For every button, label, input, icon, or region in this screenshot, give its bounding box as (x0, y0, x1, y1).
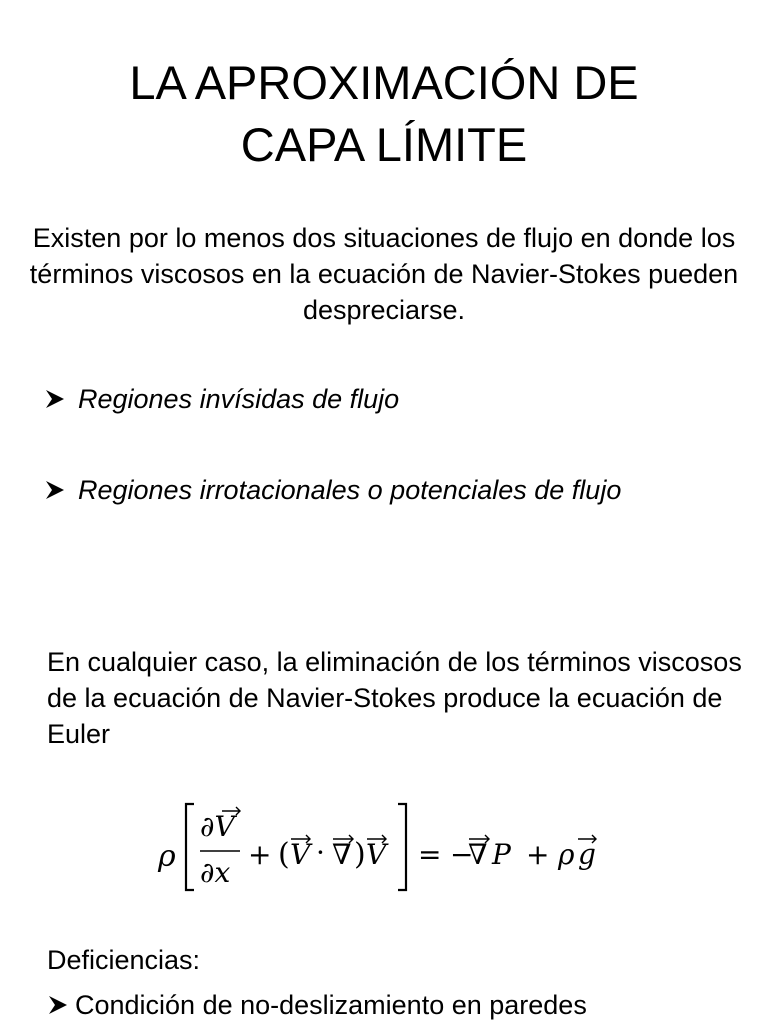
euler-paragraph: En cualquier caso, la eliminación de los términos viscosos de la ecuación de Navier-Stokes produce la ecuación de Euler (47, 647, 742, 749)
eq-denominator: ∂x (200, 856, 231, 889)
eq-rho-2: ρ (558, 838, 575, 871)
eq-minus: − (450, 838, 474, 871)
deficiencias-label: Deficiencias: (47, 945, 201, 975)
eq-v-2: V (366, 838, 387, 871)
arrowhead-bullet-icon (44, 388, 66, 410)
eq-open-paren: ( (278, 837, 290, 872)
bullet-text: Regiones invísidas de flujo (78, 384, 400, 414)
eq-numerator: ∂V (200, 810, 235, 843)
bullet-text: Regiones irrotacionales o potenciales de flujo (78, 475, 622, 505)
deficiencia-item-no-slip (47, 987, 587, 1023)
euler-equation-graphic (150, 796, 630, 896)
eq-right-bracket (398, 804, 406, 890)
title-line-1: LA APROXIMACIÓN DE (129, 56, 639, 109)
deficiencia-text: Condición de no-deslizamiento en paredes (75, 990, 587, 1020)
eq-dot: · (316, 836, 325, 869)
eq-plus-2: + (526, 838, 550, 871)
page-title (0, 52, 768, 176)
arrowhead-bullet-icon (44, 479, 66, 501)
eq-nabla-1: ∇ (332, 838, 352, 871)
euler-equation (150, 796, 630, 896)
eq-g: g (578, 838, 596, 871)
eq-nabla-2: ∇ (468, 838, 488, 871)
eq-rho: ρ (158, 839, 176, 874)
eq-close-paren: ) (354, 837, 366, 872)
eq-plus-1: + (248, 838, 272, 871)
arrowhead-bullet-icon (47, 994, 69, 1016)
intro-text: Existen por lo menos dos situaciones de flujo en donde los términos viscosos en la ecuación de Navier-Stokes pueden despreciarse. (29, 223, 739, 325)
eq-equals: = (418, 838, 442, 871)
eq-v-1: V (290, 838, 311, 871)
bullet-item-inviscid (44, 381, 399, 417)
bullet-item-irrotational (44, 472, 621, 508)
eq-left-bracket (186, 804, 194, 890)
title-line-2: CAPA LÍMITE (240, 118, 528, 171)
eq-p: P (492, 838, 511, 871)
